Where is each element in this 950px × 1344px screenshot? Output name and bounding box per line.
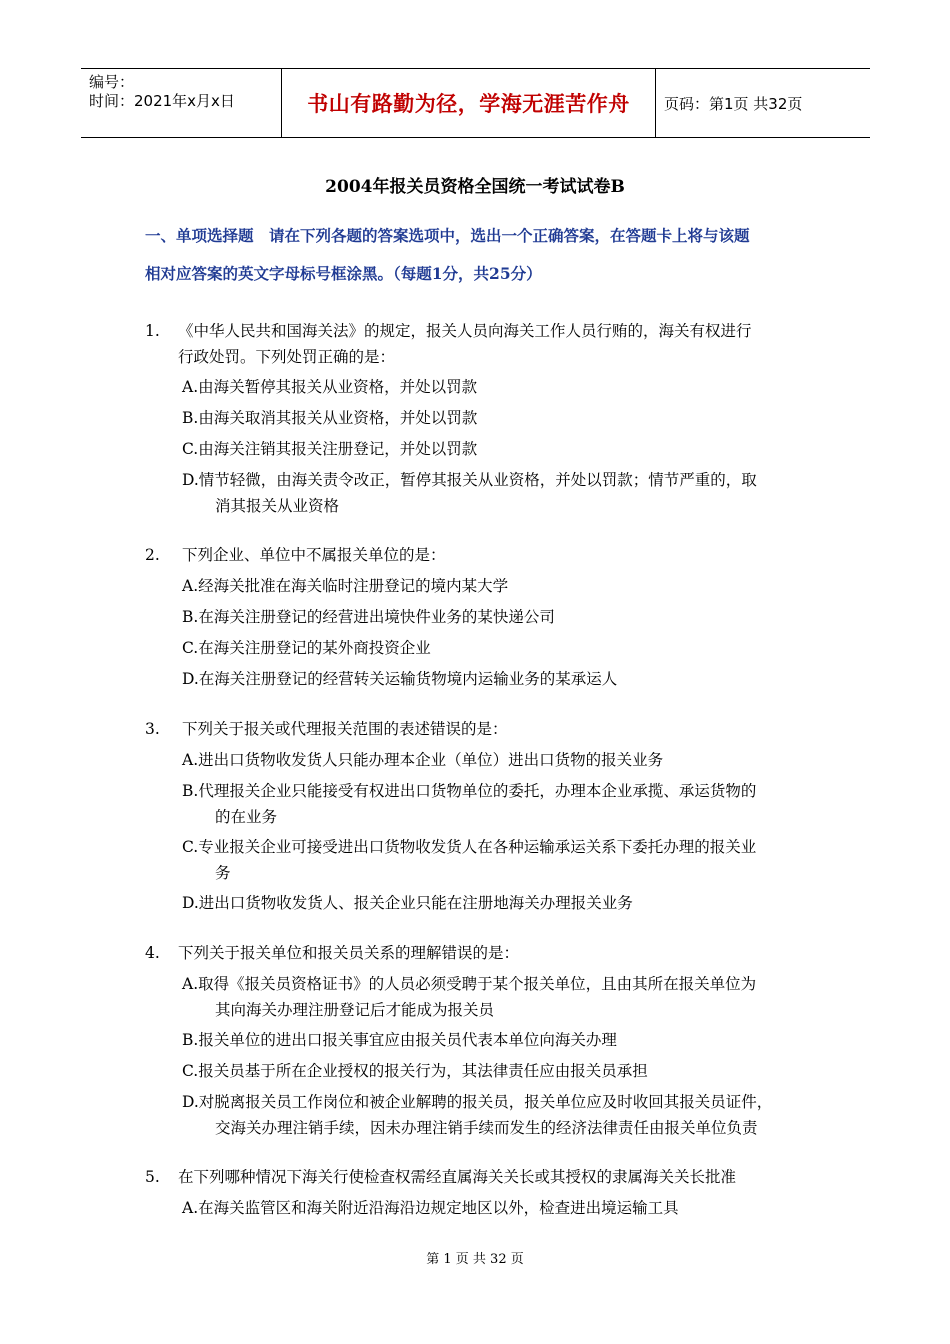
option-text: C.由海关注销其报关注册登记，并处以罚款 <box>182 440 478 458</box>
option-text: B.在海关注册登记的经营进出境快件业务的某快递公司 <box>182 608 555 626</box>
option-2b <box>182 604 822 630</box>
option-4c <box>182 1058 822 1084</box>
option-1b <box>182 405 822 431</box>
option-text: 其向海关办理注册登记后才能成为报关员 <box>215 1001 495 1019</box>
option-2c <box>182 635 822 661</box>
option-text: D.对脱离报关员工作岗位和被企业解聘的报关员，报关单位应及时收回其报关员证件， <box>182 1093 773 1111</box>
section-instruction-line2: 相对应答案的英文字母标号框涂黑。（每题1分，共25分） <box>145 264 542 283</box>
option-text: C.报关员基于所在企业授权的报关行为，其法律责任应由报关员承担 <box>182 1062 648 1080</box>
question-1 <box>145 318 825 370</box>
option-text: D.在海关注册登记的经营转关运输货物境内运输业务的某承运人 <box>182 670 618 688</box>
question-text: 下列关于报关或代理报关范围的表述错误的是： <box>182 720 508 738</box>
time-label: 时间：2021年x月x日 <box>89 92 235 110</box>
page-footer: 第 1 页 共 32 页 <box>426 1252 524 1267</box>
option-4a <box>182 971 822 1023</box>
question-5 <box>145 1164 825 1190</box>
header-motto-cell <box>281 69 656 137</box>
serial-number-label: 编号： <box>89 73 135 91</box>
document-title: 2004年报关员资格全国统一考试试卷B <box>325 177 625 197</box>
question-number: 1. <box>145 322 160 340</box>
option-3c <box>182 834 822 886</box>
question-3 <box>145 716 825 742</box>
option-text: 的在业务 <box>215 808 278 826</box>
option-text: D.进出口货物收发货人、报关企业只能在注册地海关办理报关业务 <box>182 894 633 912</box>
header-motto: 书山有路勤为径，学海无涯苦作舟 <box>307 92 630 116</box>
page-header <box>81 68 870 138</box>
question-4 <box>145 940 825 966</box>
option-3d <box>182 890 822 916</box>
option-5a <box>182 1195 822 1221</box>
section-instruction-line1: 一、单项选择题 请在下列各题的答案选项中，选出一个正确答案，在答题卡上将与该题 <box>145 226 750 245</box>
option-text: 交海关办理注销手续，因未办理注销手续而发生的经济法律责任由报关单位负责 <box>215 1119 758 1137</box>
option-4d <box>182 1089 822 1141</box>
option-text: C.在海关注册登记的某外商投资企业 <box>182 639 431 657</box>
option-text: C.专业报关企业可接受进出口货物收发货人在各种运输承运关系下委托办理的报关业 <box>182 838 757 856</box>
option-text: A.取得《报关员资格证书》的人员必须受聘于某个报关单位，且由其所在报关单位为 <box>182 975 757 993</box>
option-text: D.情节轻微，由海关责令改正，暂停其报关从业资格，并处以罚款；情节严重的，取 <box>182 471 757 489</box>
question-text: 下列企业、单位中不属报关单位的是： <box>182 546 446 564</box>
option-1d <box>182 467 822 519</box>
option-3a <box>182 747 822 773</box>
question-text: 《中华人民共和国海关法》的规定，报关人员向海关工作人员行贿的，海关有权进行 <box>178 322 752 340</box>
option-4b <box>182 1027 822 1053</box>
header-page-info: 页码：第1页 共32页 <box>664 94 803 113</box>
question-number: 3. <box>145 720 160 738</box>
option-text: B.报关单位的进出口报关事宜应由报关员代表本单位向海关办理 <box>182 1031 617 1049</box>
question-2 <box>145 542 825 568</box>
option-2a <box>182 573 822 599</box>
header-meta <box>81 69 281 137</box>
option-text: B.代理报关企业只能接受有权进出口货物单位的委托，办理本企业承揽、承运货物的 <box>182 782 757 800</box>
option-3b <box>182 778 822 830</box>
option-text: 消其报关从业资格 <box>215 497 340 515</box>
option-text: A.在海关监管区和海关附近沿海沿边规定地区以外，检查进出境运输工具 <box>182 1199 679 1217</box>
question-number: 5. <box>145 1168 160 1186</box>
option-2d <box>182 666 822 692</box>
option-1a <box>182 374 822 400</box>
option-1c <box>182 436 822 462</box>
option-text: 务 <box>215 864 231 882</box>
question-text: 在下列哪种情况下海关行使检查权需经直属海关关长或其授权的隶属海关关长批准 <box>178 1168 737 1186</box>
question-number: 2. <box>145 546 160 564</box>
question-number: 4. <box>145 944 160 962</box>
option-text: A.经海关批准在海关临时注册登记的境内某大学 <box>182 577 509 595</box>
question-text: 下列关于报关单位和报关员关系的理解错误的是： <box>178 944 520 962</box>
option-text: A.由海关暂停其报关从业资格，并处以罚款 <box>182 378 478 396</box>
option-text: B.由海关取消其报关从业资格，并处以罚款 <box>182 409 478 427</box>
option-text: A.进出口货物收发货人只能办理本企业（单位）进出口货物的报关业务 <box>182 751 664 769</box>
question-text: 行政处罚。下列处罚正确的是： <box>178 348 396 366</box>
